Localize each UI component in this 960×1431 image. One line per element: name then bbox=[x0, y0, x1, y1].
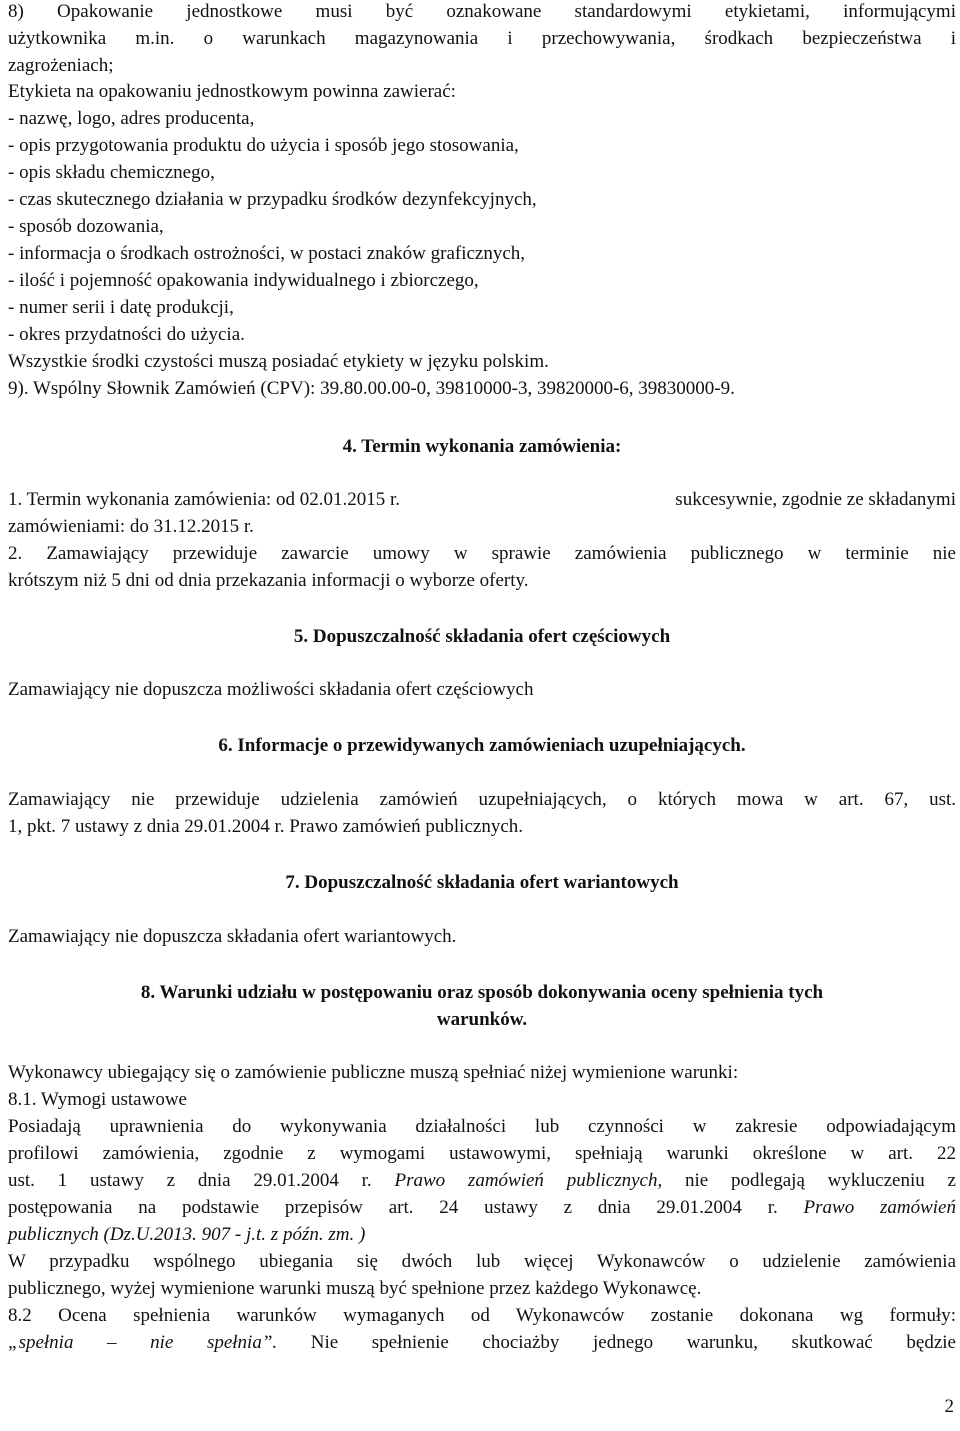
list-item: - okres przydatności do użycia. bbox=[8, 324, 245, 345]
section-7-heading: 7. Dopuszczalność składania ofert wariantowych bbox=[285, 872, 679, 893]
text-fragment: Nie spełnienie chociażby jednego warunku, skutkować będzie bbox=[277, 1332, 956, 1353]
text-line: Wszystkie środki czystości muszą posiadać etykiety w języku polskim. bbox=[8, 351, 549, 372]
text-line bbox=[8, 1169, 956, 1193]
section-8-heading-cont: warunków. bbox=[436, 1009, 528, 1030]
section-6-heading: 6. Informacje o przewidywanych zamówieniach uzupełniających. bbox=[218, 735, 746, 756]
section-4-heading: 4. Termin wykonania zamówienia: bbox=[342, 436, 622, 457]
cpv-line: 9). Wspólny Słownik Zamówień (CPV): 39.80.00.00-0, 39810000-3, 39820000-6, 39830000-9. bbox=[8, 378, 735, 399]
text-line: Zamawiający nie przewiduje udzielenia zamówień uzupełniających, o których mowa w art. 67, ust. bbox=[8, 789, 956, 810]
text-fragment: , nie podlegają wykluczeniu z bbox=[657, 1170, 956, 1191]
text-fragment: ust. 1 ustawy z dnia 29.01.2004 r. bbox=[8, 1170, 372, 1191]
text-line: zagrożeniach; bbox=[8, 55, 114, 76]
list-item: - nazwę, logo, adres producenta, bbox=[8, 108, 255, 129]
text-line bbox=[8, 1196, 956, 1220]
text-line: publicznego, wyżej wymienione warunki muszą być spełnione przez każdego Wykonawcę. bbox=[8, 1278, 702, 1299]
text-line bbox=[8, 1331, 956, 1355]
text-line: użytkownika m.in. o warunkach magazynowania i przechowywania, środkach bezpieczeństwa i bbox=[8, 28, 956, 49]
text-line: krótszym niż 5 dni od dnia przekazania informacji o wyborze oferty. bbox=[8, 570, 529, 591]
text-line: Zamawiający nie dopuszcza składania ofert wariantowych. bbox=[8, 926, 457, 947]
text-line: zamówieniami: do 31.12.2015 r. bbox=[8, 516, 254, 537]
law-citation: publicznych (Dz.U.2013. 907 - j.t. z późn. zm. ) bbox=[8, 1224, 366, 1245]
list-item: - opis przygotowania produktu do użycia i sposób jego stosowania, bbox=[8, 135, 519, 156]
list-item: - czas skutecznego działania w przypadku środków dezynfekcyjnych, bbox=[8, 189, 537, 210]
page-number: 2 bbox=[944, 1396, 954, 1417]
list-item: - opis składu chemicznego, bbox=[8, 162, 215, 183]
text-line bbox=[8, 488, 956, 512]
list-item: - numer serii i datę produkcji, bbox=[8, 297, 234, 318]
text-line: 8.2 Ocena spełnienia warunków wymaganych od Wykonawców zostanie dokonana wg formuły: bbox=[8, 1305, 956, 1326]
text-line: 2. Zamawiający przewiduje zawarcie umowy w sprawie zamówienia publicznego w terminie nie bbox=[8, 543, 956, 564]
list-item: - informacja o środkach ostrożności, w postaci znaków graficznych, bbox=[8, 243, 526, 264]
text-line: Posiadają uprawnienia do wykonywania działalności lub czynności w zakresie odpowiadającym bbox=[8, 1116, 956, 1137]
law-title: Prawo zamówień bbox=[803, 1197, 956, 1218]
text-line: Zamawiający nie dopuszcza możliwości składania ofert częściowych bbox=[8, 679, 534, 700]
text-line: 8) Opakowanie jednostkowe musi być oznakowane standardowymi etykietami, informującymi bbox=[8, 1, 956, 22]
text-line: W przypadku wspólnego ubiegania się dwóch lub więcej Wykonawców o udzielenie zamówienia bbox=[8, 1251, 956, 1272]
term-text: 1. Termin wykonania zamówienia: od 02.01.2015 r. bbox=[8, 489, 400, 510]
text-line: 1, pkt. 7 ustawy z dnia 29.01.2004 r. Prawo zamówień publicznych. bbox=[8, 816, 524, 837]
text-line: Wykonawcy ubiegający się o zamówienie publiczne muszą spełniać niżej wymienione warunki: bbox=[8, 1062, 739, 1083]
subsection-title: 8.1. Wymogi ustawowe bbox=[8, 1089, 187, 1110]
term-text-cont: sukcesywnie, zgodnie ze składanymi bbox=[675, 489, 956, 510]
section-8-heading: 8. Warunki udziału w postępowaniu oraz sposób dokonywania oceny spełnienia tych bbox=[140, 982, 824, 1003]
section-5-heading: 5. Dopuszczalność składania ofert częściowych bbox=[293, 626, 671, 647]
text-fragment: postępowania na podstawie przepisów art. 24 ustawy z dnia 29.01.2004 r. bbox=[8, 1197, 778, 1218]
formula-text: „spełnia – nie spełnia”. bbox=[8, 1332, 278, 1353]
list-item: - ilość i pojemność opakowania indywidualnego i zbiorczego, bbox=[8, 270, 479, 291]
law-title: Prawo zamówień publicznych bbox=[394, 1170, 658, 1191]
text-line: profilowi zamówienia, zgodnie z wymogami ustawowymi, spełniają warunki określone w art. 22 bbox=[8, 1143, 956, 1164]
text-line: Etykieta na opakowaniu jednostkowym powinna zawierać: bbox=[8, 81, 456, 102]
list-item: - sposób dozowania, bbox=[8, 216, 164, 237]
